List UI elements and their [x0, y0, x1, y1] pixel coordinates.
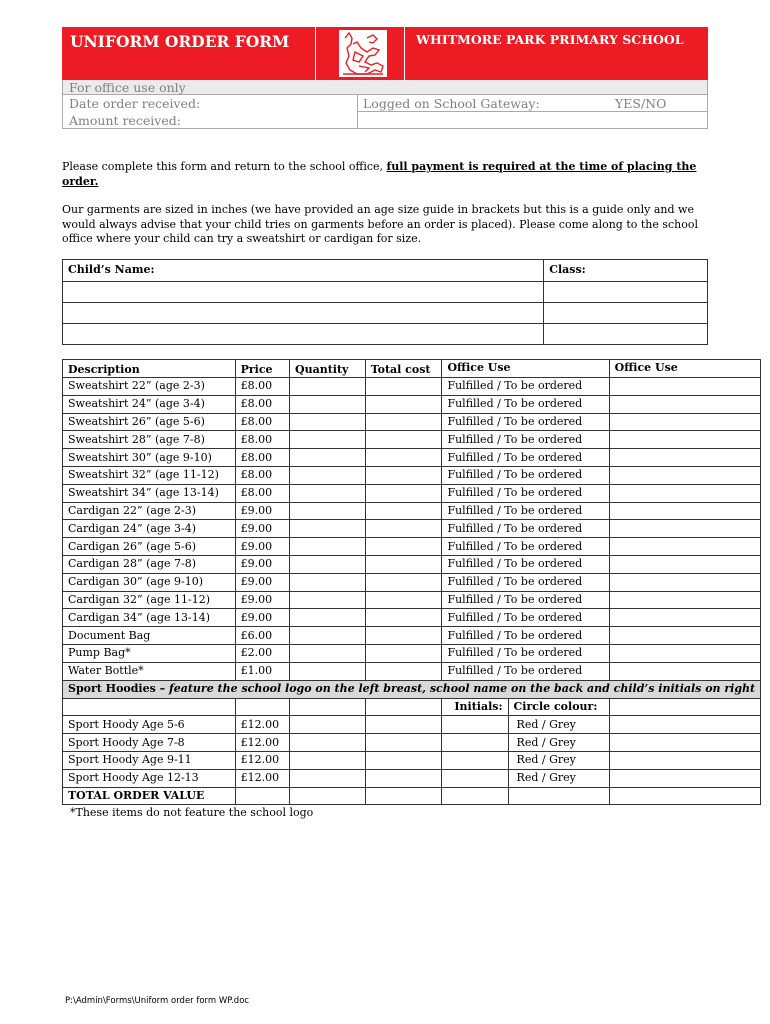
office-use-field[interactable] [609, 449, 760, 467]
item-price: £9.00 [235, 520, 289, 538]
header-divider [404, 27, 405, 80]
item-price: £8.00 [235, 431, 289, 449]
item-total-field[interactable] [365, 538, 442, 556]
hoodie-colour-option[interactable]: Red / Grey [508, 734, 609, 752]
hoodie-row [63, 769, 761, 787]
item-quantity-field[interactable] [289, 644, 365, 662]
item-quantity-field[interactable] [289, 378, 365, 396]
item-quantity-field[interactable] [289, 662, 365, 680]
item-quantity-field[interactable] [289, 555, 365, 573]
order-item-row [63, 591, 761, 609]
office-use-field[interactable] [609, 662, 760, 680]
office-use-field[interactable] [609, 573, 760, 591]
office-use-field[interactable] [609, 395, 760, 413]
total-order-value-field[interactable] [365, 787, 442, 805]
child-name-field[interactable] [63, 303, 544, 324]
hoodie-row [63, 734, 761, 752]
instructions-paragraph [62, 160, 702, 189]
fulfilment-status[interactable]: Fulfilled / To be ordered [442, 555, 609, 573]
item-total-field[interactable] [365, 573, 442, 591]
hoodie-quantity-field[interactable] [289, 751, 365, 769]
order-item-row [63, 431, 761, 449]
hoodie-price: £12.00 [235, 734, 289, 752]
fulfilment-status[interactable]: Fulfilled / To be ordered [442, 395, 609, 413]
order-item-row [63, 449, 761, 467]
office-use-field[interactable] [609, 769, 760, 787]
item-description: Cardigan 22” (age 2-3) [63, 502, 236, 520]
item-total-field[interactable] [365, 484, 442, 502]
item-description: Water Bottle* [63, 662, 236, 680]
gateway-yes-no[interactable]: YES/NO [615, 96, 667, 111]
item-description: Cardigan 28” (age 7-8) [63, 555, 236, 573]
item-description: Cardigan 32” (age 11-12) [63, 591, 236, 609]
order-item-row [63, 395, 761, 413]
office-use-field[interactable] [609, 484, 760, 502]
item-price: £8.00 [235, 484, 289, 502]
fulfilment-status[interactable]: Fulfilled / To be ordered [442, 431, 609, 449]
office-heading-row [63, 80, 707, 95]
hoodie-row [63, 716, 761, 734]
item-description: Sweatshirt 28” (age 7-8) [63, 431, 236, 449]
item-price: £9.00 [235, 538, 289, 556]
child-name-label: Child’s Name: [63, 260, 544, 282]
item-price: £2.00 [235, 644, 289, 662]
hoodie-total-field[interactable] [365, 716, 442, 734]
item-price: £9.00 [235, 609, 289, 627]
total-order-label: TOTAL ORDER VALUE [63, 787, 236, 805]
date-received-label: Date order received: [69, 96, 201, 111]
empty-cell [235, 698, 289, 716]
dragon-crest-icon [338, 29, 388, 78]
hoodie-description: Sport Hoody Age 7-8 [63, 734, 236, 752]
item-quantity-field[interactable] [289, 627, 365, 645]
hoodie-price: £12.00 [235, 716, 289, 734]
order-item-row [63, 484, 761, 502]
item-price: £1.00 [235, 662, 289, 680]
item-total-field[interactable] [365, 662, 442, 680]
instructions-text: Please complete this form and return to the school office, [62, 160, 387, 173]
hoodie-initials-field[interactable] [442, 716, 508, 734]
office-use-field[interactable] [609, 734, 760, 752]
hoodie-quantity-field[interactable] [289, 769, 365, 787]
item-total-field[interactable] [365, 502, 442, 520]
item-price: £8.00 [235, 449, 289, 467]
office-use-field[interactable] [609, 431, 760, 449]
hoodie-quantity-field[interactable] [289, 734, 365, 752]
initials-label: Initials: [442, 698, 508, 716]
empty-cell [508, 787, 609, 805]
hoodie-colour-option[interactable]: Red / Grey [508, 769, 609, 787]
office-use-field[interactable] [609, 591, 760, 609]
item-total-field[interactable] [365, 466, 442, 484]
order-item-row [63, 609, 761, 627]
hoodie-colour-option[interactable]: Red / Grey [508, 716, 609, 734]
item-total-field[interactable] [365, 555, 442, 573]
item-total-field[interactable] [365, 378, 442, 396]
hoodie-description: Sport Hoody Age 12-13 [63, 769, 236, 787]
empty-cell [365, 698, 442, 716]
item-quantity-field[interactable] [289, 609, 365, 627]
office-use-field[interactable] [609, 538, 760, 556]
hoodie-initials-field[interactable] [442, 751, 508, 769]
item-description: Cardigan 34” (age 13-14) [63, 609, 236, 627]
item-price: £9.00 [235, 573, 289, 591]
fulfilment-status[interactable]: Fulfilled / To be ordered [442, 538, 609, 556]
empty-cell [289, 698, 365, 716]
sport-hoodies-title: Sport Hoodies [68, 682, 156, 696]
office-use-field[interactable] [609, 716, 760, 734]
item-description: Sweatshirt 26” (age 5-6) [63, 413, 236, 431]
hoodie-row [63, 751, 761, 769]
office-use-header: Office Use [442, 360, 609, 378]
item-total-field[interactable] [365, 431, 442, 449]
order-item-row [63, 502, 761, 520]
item-total-field[interactable] [365, 413, 442, 431]
item-price: £8.00 [235, 378, 289, 396]
item-price: £8.00 [235, 466, 289, 484]
circle-colour-label: Circle colour: [508, 698, 609, 716]
hoodie-total-field[interactable] [365, 769, 442, 787]
form-title: UNIFORM ORDER FORM [70, 32, 290, 51]
fulfilment-status[interactable]: Fulfilled / To be ordered [442, 644, 609, 662]
item-price: £9.00 [235, 502, 289, 520]
fulfilment-status[interactable]: Fulfilled / To be ordered [442, 413, 609, 431]
order-item-row [63, 538, 761, 556]
hoodie-price: £12.00 [235, 751, 289, 769]
fulfilment-status[interactable]: Fulfilled / To be ordered [442, 502, 609, 520]
class-field[interactable] [544, 282, 708, 303]
form-header [62, 27, 708, 80]
quantity-header: Quantity [289, 360, 365, 378]
fulfilment-status[interactable]: Fulfilled / To be ordered [442, 378, 609, 396]
item-total-field[interactable] [365, 644, 442, 662]
order-item-row [63, 520, 761, 538]
office-use-field[interactable] [609, 466, 760, 484]
logo-note: *These items do not feature the school logo [70, 806, 314, 819]
sport-hoodies-description: – feature the school logo on the left breast, school name on the back and child’s initials on right [155, 682, 756, 696]
fulfilment-status[interactable]: Fulfilled / To be ordered [442, 484, 609, 502]
office-use-field[interactable] [609, 378, 760, 396]
office-use-field[interactable] [609, 751, 760, 769]
fulfilment-status[interactable]: Fulfilled / To be ordered [442, 520, 609, 538]
hoodie-quantity-field[interactable] [289, 716, 365, 734]
item-description: Sweatshirt 34” (age 13-14) [63, 484, 236, 502]
item-quantity-field[interactable] [289, 431, 365, 449]
item-description: Sweatshirt 32” (age 11-12) [63, 466, 236, 484]
empty-cell [609, 787, 760, 805]
item-description: Cardigan 30” (age 9-10) [63, 573, 236, 591]
office-use-box [62, 80, 708, 129]
order-item-row [63, 662, 761, 680]
fulfilment-status[interactable]: Fulfilled / To be ordered [442, 466, 609, 484]
item-price: £9.00 [235, 555, 289, 573]
empty-cell [63, 698, 236, 716]
empty-cell [442, 787, 508, 805]
sizing-paragraph: Our garments are sized in inches (we have provided an age size guide in brackets but this is a guide only and we would always advise that your child tries on garments before an order is placed). Please come along to the school office where your child can try a sweatshirt or cardigan for size. [62, 203, 699, 246]
hoodie-description: Sport Hoody Age 9-11 [63, 751, 236, 769]
hoodie-description: Sport Hoody Age 5-6 [63, 716, 236, 734]
empty-cell [235, 787, 289, 805]
fulfilment-status[interactable]: Fulfilled / To be ordered [442, 662, 609, 680]
item-quantity-field[interactable] [289, 395, 365, 413]
item-quantity-field[interactable] [289, 484, 365, 502]
order-item-row [63, 413, 761, 431]
item-description: Sweatshirt 30” (age 9-10) [63, 449, 236, 467]
order-item-row [63, 573, 761, 591]
office-use-field[interactable] [609, 644, 760, 662]
class-field[interactable] [544, 324, 708, 345]
header-divider [315, 27, 316, 80]
office-use-field[interactable] [609, 520, 760, 538]
fulfilment-status[interactable]: Fulfilled / To be ordered [442, 591, 609, 609]
item-price: £9.00 [235, 591, 289, 609]
order-item-row [63, 555, 761, 573]
order-item-row [63, 378, 761, 396]
hoodie-total-field[interactable] [365, 751, 442, 769]
total-cost-header: Total cost [365, 360, 442, 378]
empty-cell [289, 787, 365, 805]
empty-cell [609, 698, 760, 716]
payment-required-text: full payment is required at the time of placing the order. [62, 160, 697, 188]
office-use-field[interactable] [609, 609, 760, 627]
hoodie-initials-field[interactable] [442, 734, 508, 752]
item-description: Pump Bag* [63, 644, 236, 662]
child-details-table [62, 259, 708, 345]
office-use-heading: For office use only [69, 80, 186, 95]
hoodie-colour-option[interactable]: Red / Grey [508, 751, 609, 769]
item-total-field[interactable] [365, 591, 442, 609]
class-field[interactable] [544, 303, 708, 324]
item-total-field[interactable] [365, 449, 442, 467]
item-total-field[interactable] [365, 520, 442, 538]
item-quantity-field[interactable] [289, 591, 365, 609]
item-description: Cardigan 26” (age 5-6) [63, 538, 236, 556]
item-description: Sweatshirt 24” (age 3-4) [63, 395, 236, 413]
fulfilment-status[interactable]: Fulfilled / To be ordered [442, 627, 609, 645]
item-price: £8.00 [235, 413, 289, 431]
sport-hoodies-heading [63, 680, 761, 698]
item-quantity-field[interactable] [289, 449, 365, 467]
item-price: £8.00 [235, 395, 289, 413]
item-total-field[interactable] [365, 627, 442, 645]
amount-received-label: Amount received: [69, 113, 181, 128]
item-quantity-field[interactable] [289, 520, 365, 538]
order-table [62, 359, 761, 805]
office-use-field[interactable] [609, 502, 760, 520]
fulfilment-status[interactable]: Fulfilled / To be ordered [442, 609, 609, 627]
item-total-field[interactable] [365, 395, 442, 413]
price-header: Price [235, 360, 289, 378]
fulfilment-status[interactable]: Fulfilled / To be ordered [442, 573, 609, 591]
item-quantity-field[interactable] [289, 573, 365, 591]
fulfilment-status[interactable]: Fulfilled / To be ordered [442, 449, 609, 467]
child-name-field[interactable] [63, 282, 544, 303]
order-item-row [63, 644, 761, 662]
hoodie-initials-field[interactable] [442, 769, 508, 787]
hoodie-price: £12.00 [235, 769, 289, 787]
office-use-field[interactable] [609, 555, 760, 573]
office-use-field[interactable] [609, 627, 760, 645]
item-description: Cardigan 24” (age 3-4) [63, 520, 236, 538]
item-quantity-field[interactable] [289, 502, 365, 520]
item-quantity-field[interactable] [289, 538, 365, 556]
hoodie-total-field[interactable] [365, 734, 442, 752]
item-description: Document Bag [63, 627, 236, 645]
order-item-row [63, 466, 761, 484]
item-quantity-field[interactable] [289, 466, 365, 484]
office-use-header: Office Use [609, 360, 760, 378]
order-item-row [63, 627, 761, 645]
item-total-field[interactable] [365, 609, 442, 627]
gateway-label: Logged on School Gateway: [363, 96, 540, 111]
office-use-field[interactable] [609, 413, 760, 431]
item-quantity-field[interactable] [289, 413, 365, 431]
file-path-footer: P:\Admin\Forms\Uniform order form WP.doc [65, 996, 250, 1006]
item-description: Sweatshirt 22” (age 2-3) [63, 378, 236, 396]
description-header: Description [63, 360, 236, 378]
child-name-field[interactable] [63, 324, 544, 345]
class-label: Class: [544, 260, 708, 282]
school-name: WHITMORE PARK PRIMARY SCHOOL [416, 32, 684, 47]
office-divider [357, 111, 707, 112]
item-price: £6.00 [235, 627, 289, 645]
